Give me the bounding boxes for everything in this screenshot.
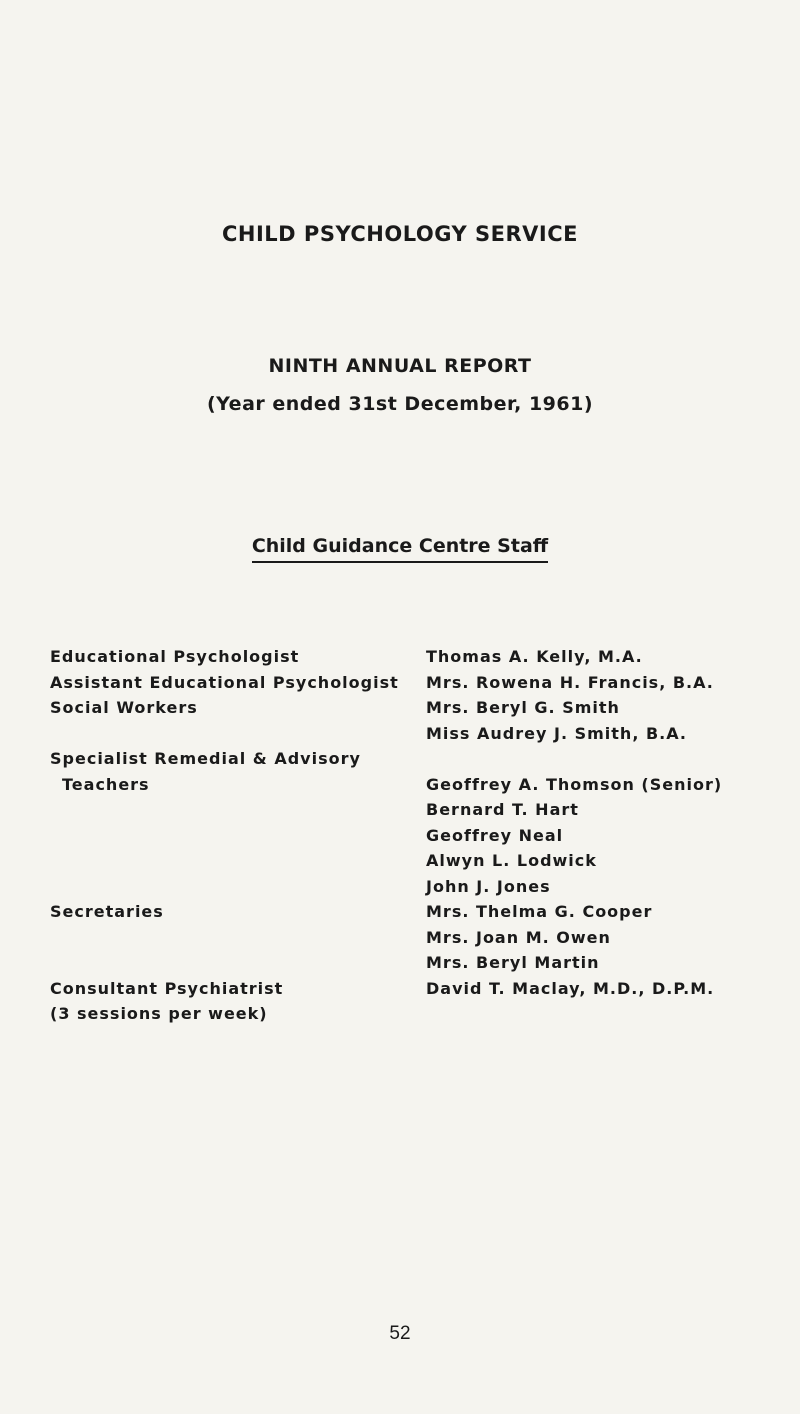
staff-name: Mrs. Joan M. Owen [426, 927, 611, 947]
role-consultant-sessions: (3 sessions per week) [50, 1004, 268, 1023]
staff-name: Thomas A. Kelly, M.A. [426, 647, 643, 666]
staff-name: Geoffrey A. Thomson (Senior) [426, 774, 723, 794]
staff-name: Bernard T. Hart [426, 800, 579, 819]
staff-name: Alwyn L. Lodwick [426, 851, 597, 870]
role-specialist-teachers-line2: Teachers [62, 774, 150, 794]
role-social-workers: Social Workers [50, 698, 198, 717]
role-specialist-teachers-line1: Specialist Remedial & Advisory [50, 749, 361, 768]
staff-name: Geoffrey Neal [426, 825, 564, 845]
role-assistant-educational-psychologist: Assistant Educational Psychologist [50, 672, 399, 692]
staff-name: John J. Jones [426, 876, 551, 896]
page-number: 52 [389, 1323, 411, 1344]
staff-name: David T. Maclay, M.D., D.P.M. [426, 978, 715, 998]
staff-name: Mrs. Beryl G. Smith [426, 698, 620, 717]
section-heading-text: Child Guidance Centre Staff [252, 535, 548, 563]
report-title: NINTH ANNUAL REPORT [268, 355, 532, 377]
role-educational-psychologist: Educational Psychologist [50, 647, 300, 666]
role-secretaries: Secretaries [50, 902, 164, 921]
staff-name: Mrs. Rowena H. Francis, B.A. [426, 672, 714, 692]
report-period: (Year ended 31st December, 1961) [206, 393, 594, 415]
staff-name: Mrs. Beryl Martin [426, 953, 600, 972]
staff-name: Mrs. Thelma G. Cooper [426, 902, 653, 921]
document-title: CHILD PSYCHOLOGY SERVICE [222, 222, 578, 246]
staff-name: Miss Audrey J. Smith, B.A. [426, 723, 687, 743]
section-heading [0, 535, 800, 563]
staff-names-column [426, 644, 796, 1001]
staff-roles-column [50, 644, 430, 1027]
role-consultant-psychiatrist: Consultant Psychiatrist [50, 978, 284, 998]
